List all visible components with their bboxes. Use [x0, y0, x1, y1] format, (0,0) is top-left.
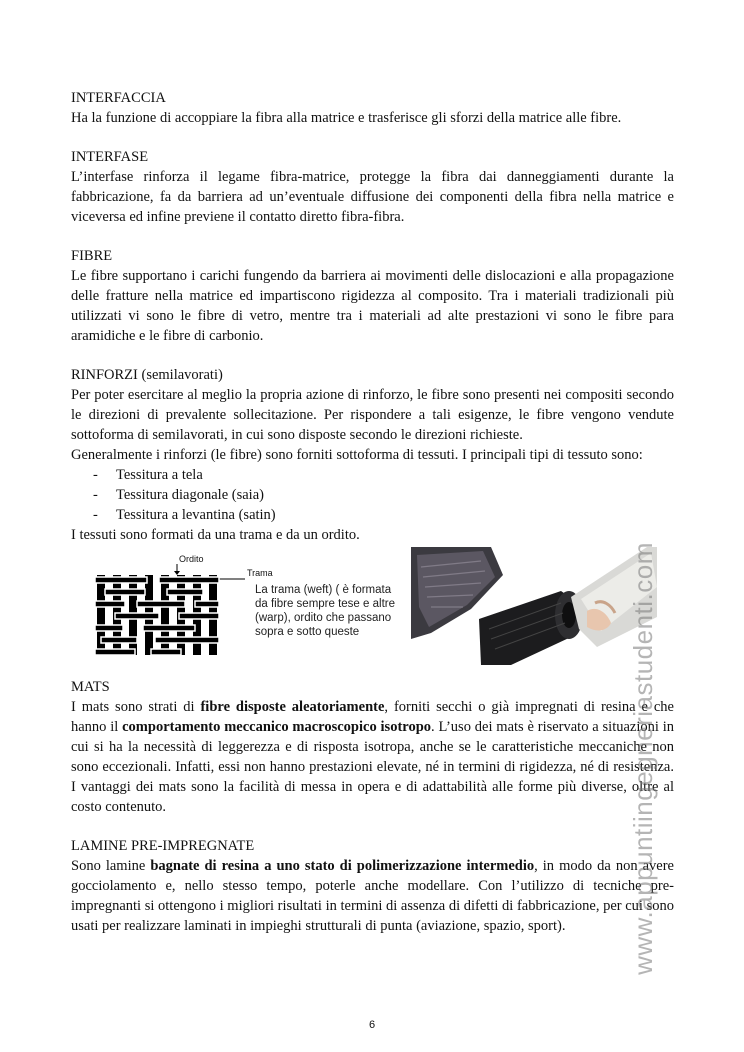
figures-row — [71, 547, 674, 677]
weave-pattern-graphic — [95, 553, 255, 661]
paragraph-mats: I mats sono strati di fibre disposte aleatoriamente, forniti secchi o già impregnati di resina e che hanno il comportamento meccanico macroscopico isotropo. L’uso dei mats è riservato a situazioni in cui si ha la necessità di leggerezza e di risposta isotropa, anche se le caratteristiche meccaniche non sono eccezionali. Infatti, essi non hanno prestazioni elevate, né in termini di rigidezza, né di resistenza. I vantaggi dei mats sono la facilità di messa in opera e di adattabilità alle forme più diverse, oltre al costo contenuto. — [71, 699, 674, 815]
page-number: 6 — [368, 1019, 376, 1031]
paragraph-interfaccia: Ha la funzione di accoppiare la fibra alla matrice e trasferisce gli sforzi della matrice alle fibre. — [71, 110, 622, 126]
weave-types-list — [71, 465, 674, 525]
heading-rinforzi: RINFORZI (semilavorati) — [71, 367, 223, 383]
weave-label-trama: Trama — [247, 568, 273, 578]
heading-lamine: LAMINE PRE-IMPREGNATE — [71, 838, 255, 854]
heading-interfaccia: INTERFACCIA — [71, 90, 166, 106]
list-item: - Tessitura a levantina (satin) — [93, 507, 276, 523]
fabric-rolls-photo — [411, 547, 657, 665]
weave-label-ordito: Ordito — [179, 554, 204, 564]
weave-caption: La trama (weft) ( è formata da fibre sempre tese e altre (warp), ordito che passano sopra e sotto queste — [255, 584, 395, 638]
list-item: - Tessitura a tela — [93, 467, 203, 483]
heading-fibre: FIBRE — [71, 248, 113, 264]
heading-interfase: INTERFASE — [71, 149, 149, 165]
paragraph-rinforzi-2: Generalmente i rinforzi (le fibre) sono forniti sottoforma di tessuti. I principali tipi di tessuto sono: — [71, 447, 643, 463]
paragraph-rinforzi-1: Per poter esercitare al meglio la propria azione di rinforzo, le fibre sono presenti nei compositi secondo le direzioni di prevalente sollecitazione. Per rispondere a tali esigenze, le fibre vengono vendute sottoforma di semilavorati, in cui sono disposte secondo le direzioni richieste. — [71, 387, 674, 443]
document-page — [71, 88, 674, 936]
list-item: - Tessitura diagonale (saia) — [93, 487, 264, 503]
paragraph-rinforzi-3: I tessuti sono formati da una trama e da un ordito. — [71, 527, 360, 543]
heading-mats: MATS — [71, 679, 110, 695]
paragraph-interfase: L’interfase rinforza il legame fibra-matrice, protegge la fibra dai danneggiamenti durante la fabbricazione, fa da barriera ad un’eventuale diffusione dei componenti della fibra nella matrice e viceversa ed infine previene il contatto diretto fibra-fibra. — [71, 169, 674, 225]
watermark: www.appuntiingegneriastudenti.com — [627, 541, 658, 975]
weave-diagram — [95, 553, 395, 661]
paragraph-fibre: Le fibre supportano i carichi fungendo da barriera ai movimenti delle dislocazioni e alla propagazione delle fratture nella matrice ed impartiscono rigidezza al composito. Tra i materiali tradizionali più utilizzati vi sono le fibre di vetro, mentre tra i materiali ad alte prestazioni vi sono le fibre para aramidiche e le fibre di carbonio. — [71, 268, 674, 344]
paragraph-lamine: Sono lamine bagnate di resina a uno stato di polimerizzazione intermedio, in modo da non avere gocciolamento e, nello stesso tempo, poterle anche modellare. Con l’utilizzo di tecniche pre-impregnanti si ottengono i migliori risultati in termini di assenza di difetti di fabbricazione, per cui sono usati per realizzare laminati in impieghi strutturali di punta (aviazione, spazio, sport). — [71, 858, 674, 934]
